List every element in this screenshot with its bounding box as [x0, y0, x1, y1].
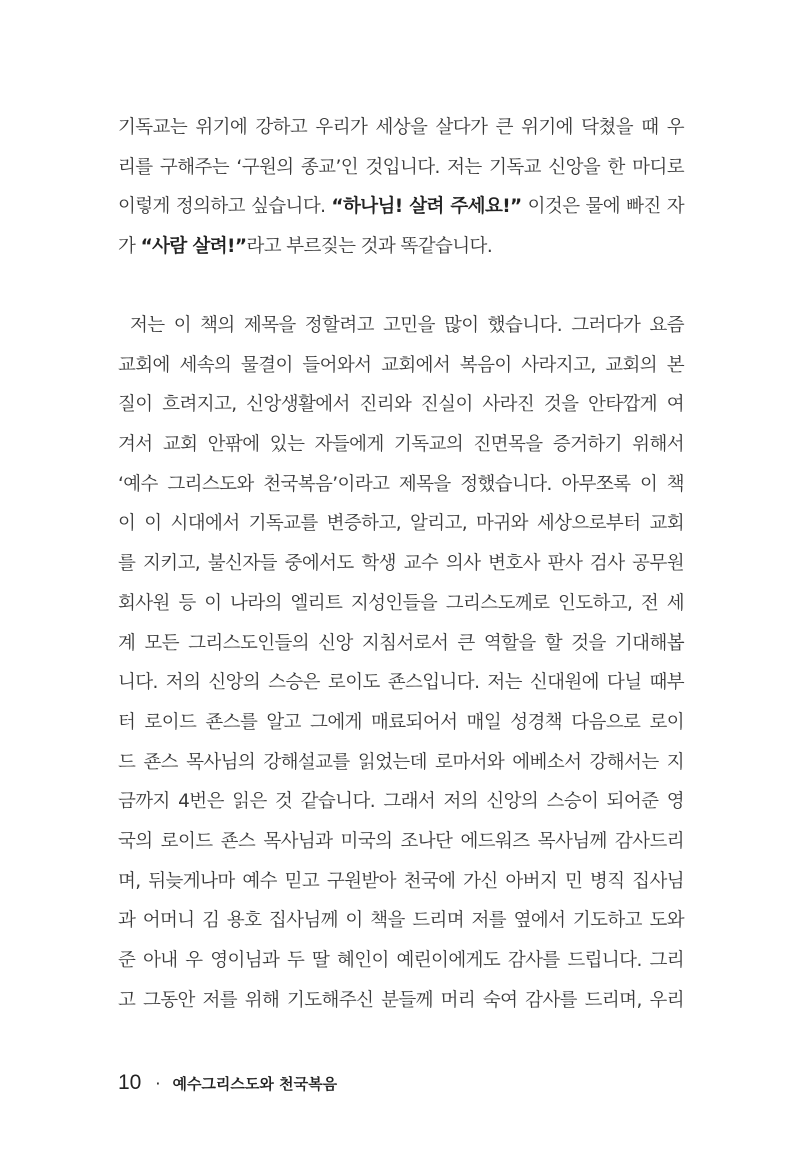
text-line	[118, 148, 684, 188]
text-line: 준 아내 우 영이님과 두 딸 혜인이 예린이에게도 감사를 드립니다. 그리	[118, 950, 684, 971]
text-line: 금까지 4번은 읽은 것 같습니다. 그래서 저의 신앙의 스승이 되어준 영	[118, 791, 684, 813]
text-run: 이렇게 정의하고 싶습니다.	[118, 196, 332, 218]
text-line: 며, 뒤늦게나마 예수 믿고 구원받아 천국에 가신 아버지 민 병직 집사님	[118, 870, 684, 892]
text-line: 니다. 저의 신앙의 스승은 로이도 죤스입니다. 저는 신대원에 다닐 때부	[118, 672, 684, 694]
text-line: 저는 이 책의 제목을 정할려고 고민을 많이 했습니다. 그러다가 요즘	[130, 315, 684, 336]
footer-separator: ·	[155, 1074, 161, 1093]
emphasis-text: “하나님! 살려 주세요!”	[331, 196, 522, 218]
text-line	[118, 227, 684, 267]
text-line	[118, 108, 684, 148]
text-run: 이것은 물에 빠진 자	[521, 196, 684, 218]
text-line	[118, 187, 684, 227]
text-run: 리를 구해주는 ‘구원의 종교’인 것입니다. 저는 기독교 신앙을 한 마디로	[118, 156, 684, 178]
text-line: 과 어머니 김 용호 집사님께 이 책을 드리며 저를 옆에서 기도하고 도와	[118, 910, 684, 932]
text-run: 라고 부르짖는 것과 똑같습니다.	[246, 236, 493, 258]
text-line: 계 모든 그리스도인들의 신앙 지침서로서 큰 역할을 할 것을 기대해봅	[118, 632, 684, 654]
text-line: ‘예수 그리스도와 천국복음’이라고 제목을 정했습니다. 아무쪼록 이 책	[118, 473, 684, 495]
text-line: 회사원 등 이 나라의 엘리트 지성인들을 그리스도께로 인도하고, 전 세	[118, 592, 684, 614]
text-line: 를 지키고, 불신자들 중에서도 학생 교수 의사 변호사 판사 검사 공무원	[118, 553, 684, 575]
page-footer	[118, 1068, 337, 1098]
text-run: 기독교는 위기에 강하고 우리가 세상을 살다가 큰 위기에 닥쳤을 때 우	[118, 117, 684, 138]
paragraph-1	[118, 108, 684, 267]
running-book-title: 예수그리스도와 천국복음	[172, 1075, 338, 1093]
paragraph-2	[118, 306, 684, 1020]
text-line: 고 그동안 저를 위해 기도해주신 분들께 머리 숙여 감사를 드리며, 우리	[118, 989, 684, 1011]
text-line: 이 이 시대에서 기독교를 변증하고, 알리고, 마귀와 세상으로부터 교회	[118, 513, 684, 535]
emphasis-text: “사람 살려!”	[140, 236, 247, 258]
text-run: 가	[118, 236, 141, 258]
text-line: 질이 흐려지고, 신앙생활에서 진리와 진실이 사라진 것을 안타깝게 여	[118, 394, 684, 416]
text-line: 터 로이드 죤스를 알고 그에게 매료되어서 매일 성경책 다음으로 로이	[118, 711, 684, 733]
text-line: 교회에 세속의 물결이 들어와서 교회에서 복음이 사라지고, 교회의 본	[118, 354, 684, 376]
page-number: 10	[118, 1071, 142, 1094]
text-line: 겨서 교회 안팎에 있는 자들에게 기독교의 진면목을 증거하기 위해서	[118, 434, 684, 456]
text-line: 드 죤스 목사님의 강해설교를 읽었는데 로마서와 에베소서 강해서는 지	[118, 751, 684, 773]
text-line: 국의 로이드 죤스 목사님과 미국의 조나단 에드워즈 목사님께 감사드리	[118, 830, 684, 852]
